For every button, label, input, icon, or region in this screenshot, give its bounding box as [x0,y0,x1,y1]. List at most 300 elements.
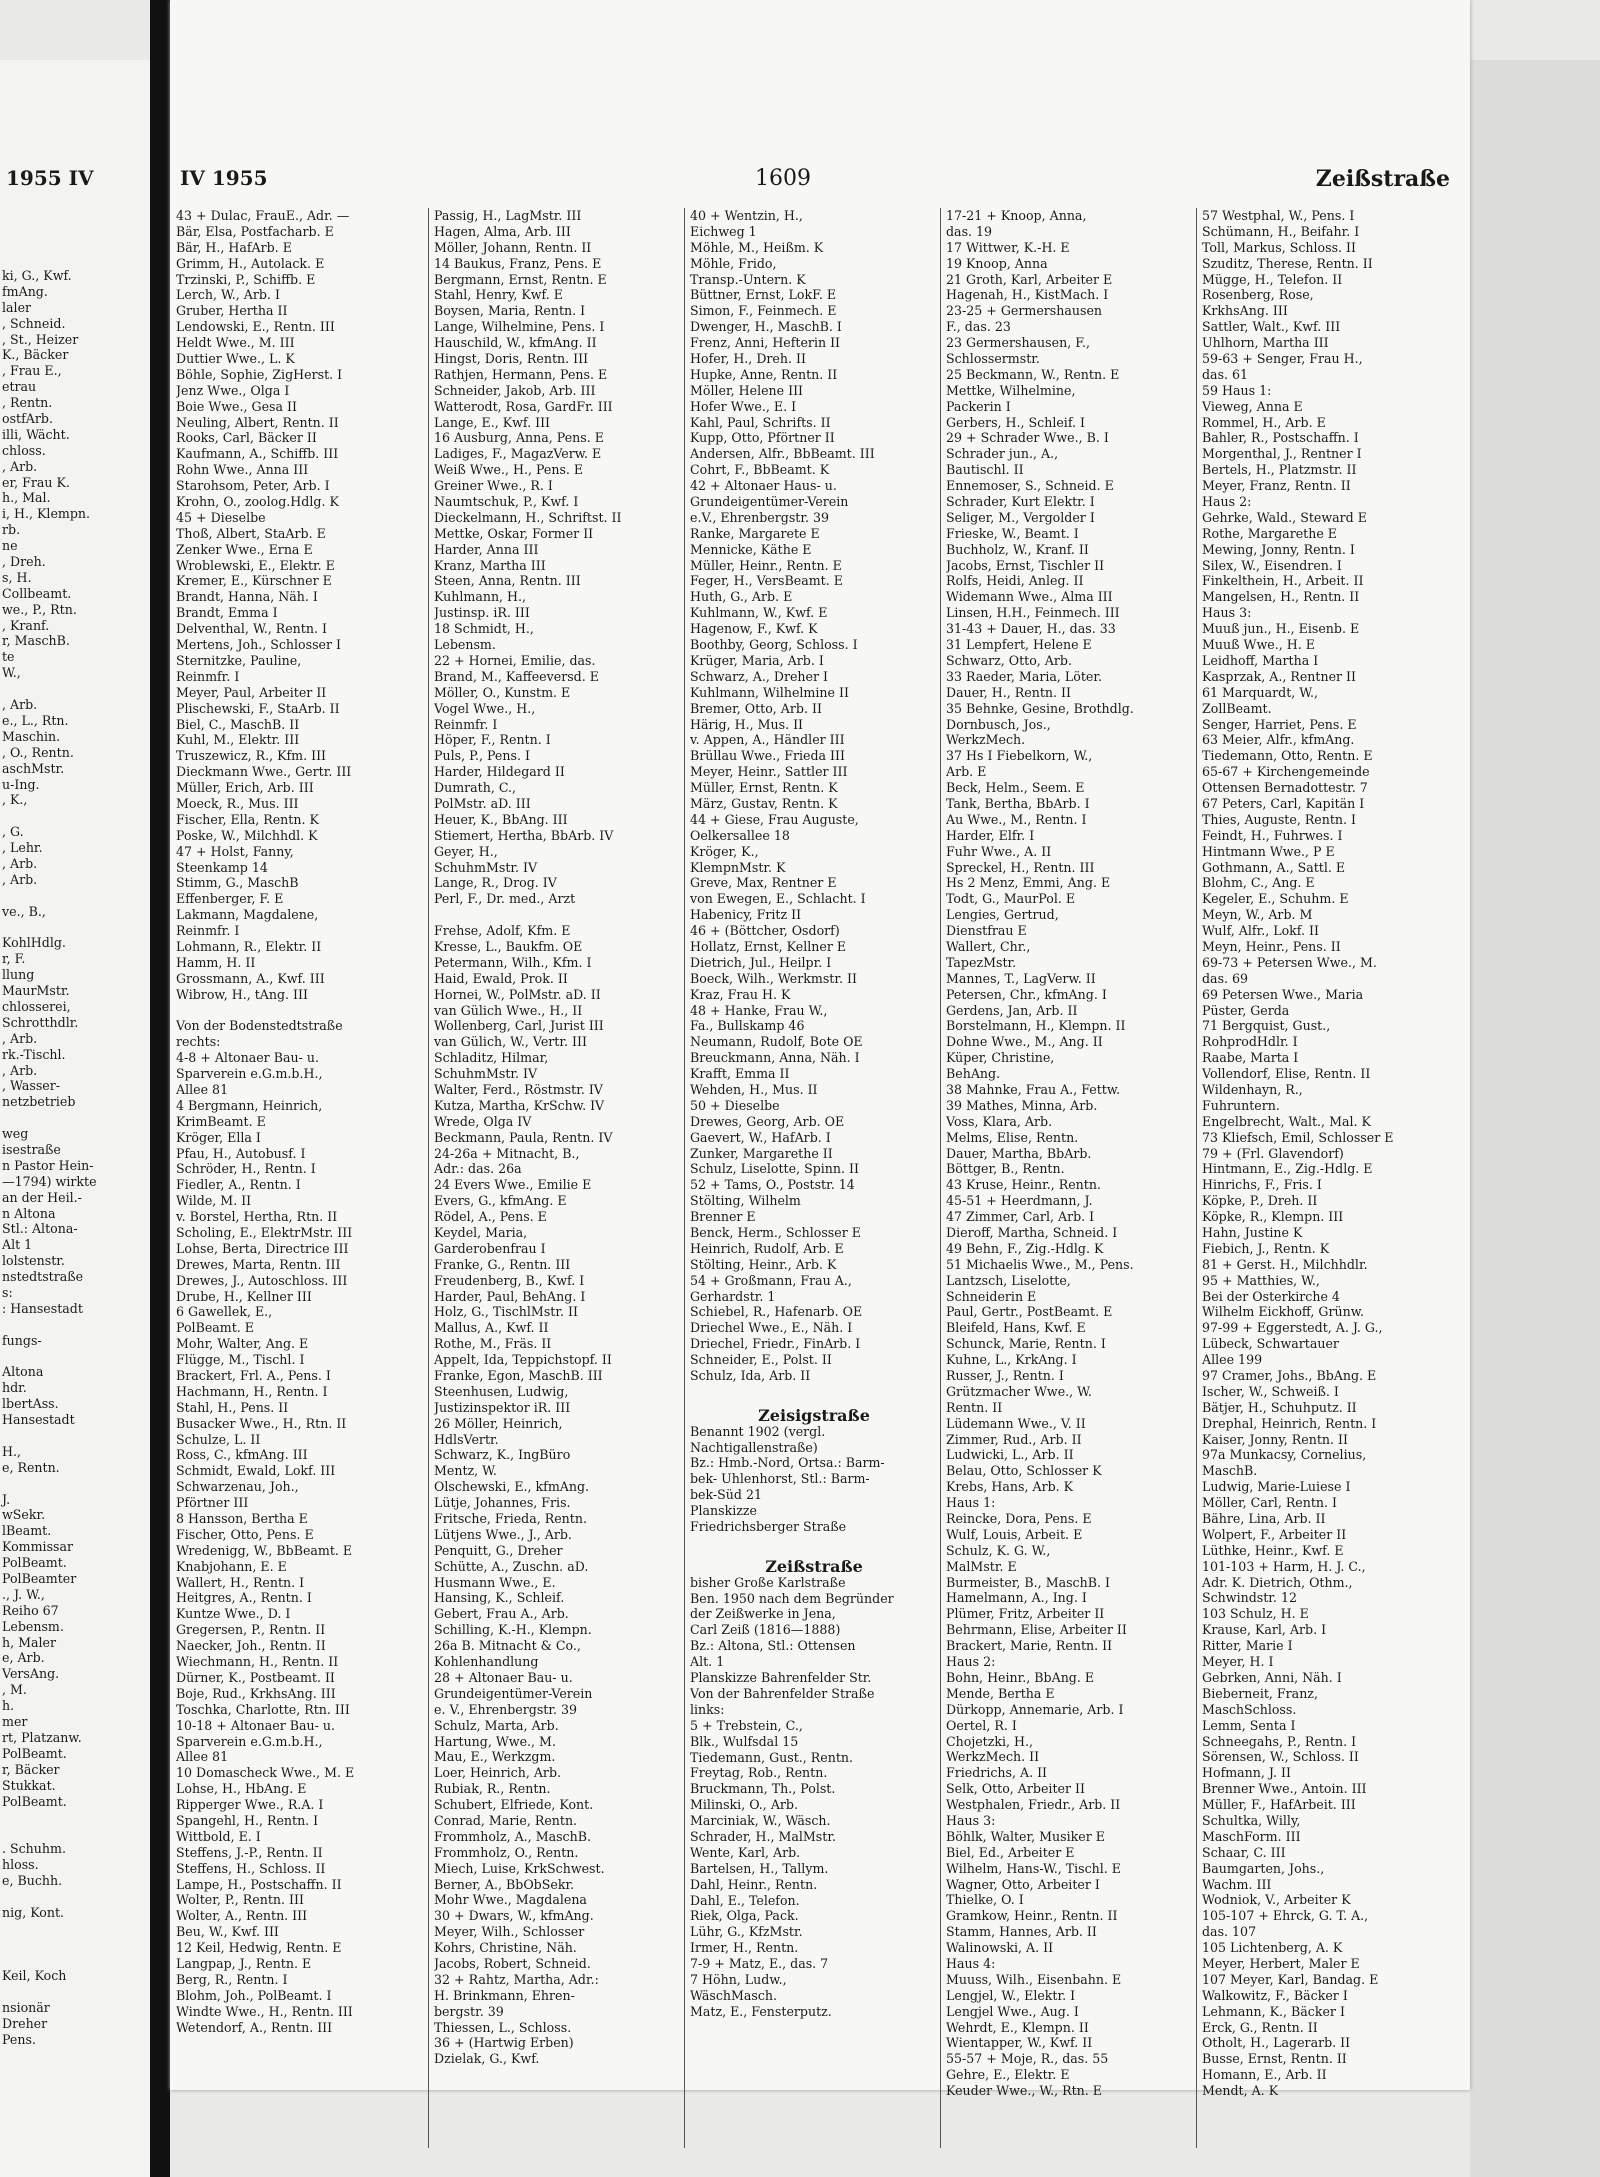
directory-entry: Meyer, Wilh., Schlosser [434,1924,585,1940]
directory-entry: Planskizze [690,1503,757,1519]
directory-entry: Böhle, Sophie, ZigHerst. I [176,366,343,382]
directory-entry: Neuling, Albert, Rentn. II [176,414,339,430]
directory-entry: Pfau, H., Autobusf. I [176,1145,306,1161]
directory-entry: 48 + Hanke, Frau W., [690,1002,828,1018]
directory-entry: Penquitt, G., Dreher [434,1542,563,1558]
previous-page-line [2,920,97,936]
directory-entry: Rubiak, R., Rentn. [434,1781,551,1797]
directory-entry: Appelt, Ida, Teppichstopf. II [434,1352,612,1368]
directory-entry: Toschka, Charlotte, Rtn. III [176,1701,350,1717]
directory-entry: Vogel Wwe., H., [434,700,536,716]
previous-page-line: chloss. [2,442,46,458]
directory-entry: der Zeißwerke in Jena, [690,1606,836,1622]
directory-entry: Schilling, K.-H., Klempn. [434,1622,592,1638]
directory-entry: Franke, G., Rentn. III [434,1256,571,1272]
directory-entry: Dieckmann Wwe., Gertr. III [176,764,352,780]
directory-entry: Wiechmann, H., Rentn. II [176,1654,339,1670]
directory-entry: Watterodt, Rosa, GardFr. III [434,398,613,414]
directory-entry: Benannt 1902 (vergl. [690,1423,826,1439]
previous-page-line [2,1889,97,1905]
directory-entry: BehAng. [946,1066,1001,1082]
directory-entry: Stölting, Heinr., Arb. K [690,1256,837,1272]
directory-entry: Wachm. III [1202,1876,1272,1892]
directory-entry: Friedrichsberger Straße [690,1519,847,1535]
directory-entry: Sternitzke, Pauline, [176,652,302,668]
directory-entry: MalMstr. E [946,1558,1017,1574]
directory-entry: Eichweg 1 [690,223,757,239]
directory-entry: bek-Süd 21 [690,1487,763,1503]
directory-entry: 47 Zimmer, Carl, Arb. I [946,1209,1095,1225]
previous-page-line: lBeamt. [2,1523,52,1539]
previous-page-line: , St., Heizer [2,331,79,347]
directory-entry: links: [690,1701,725,1717]
directory-entry: Miech, Luise, KrkSchwest. [434,1860,605,1876]
previous-page-line: , Frau E., [2,363,62,379]
directory-entry: Kuhlmann, W., Kwf. E [690,605,828,621]
previous-page-line: i, H., Klempn. [2,506,91,522]
directory-entry: Müller, Heinr., Rentn. E [690,557,842,573]
directory-entry: e. V., Ehrenbergstr. 39 [434,1701,578,1717]
directory-entry: bek- Uhlenhorst, Stl.: Barm- [690,1471,870,1487]
directory-entry: Muuß jun., H., Eisenb. E [1202,621,1360,637]
directory-entry: Justinsp. iR. III [434,605,530,621]
directory-entry: 23 Germershausen, F., [946,335,1090,351]
directory-entry: Gerbers, H., Schleif. I [946,414,1086,430]
directory-entry: Wehden, H., Mus. II [690,1081,818,1097]
directory-entry: Lampe, H., Postschaffn. II [176,1876,342,1892]
directory-entry: 67 Peters, Carl, Kapitän I [1202,795,1365,811]
directory-entry: KlempnMstr. K [690,859,786,875]
directory-entry: Jenz Wwe., Olga I [176,382,290,398]
directory-entry: Schümann, H., Beifahr. I [1202,223,1360,239]
directory-entry: 49 Behn, F., Zig.-Hdlg. K [946,1240,1104,1256]
directory-entry: Müller, Ernst, Rentn. K [690,780,838,796]
directory-entry: PolMstr. aD. III [434,795,531,811]
directory-entry: WerkzMech. [946,732,1026,748]
directory-entry: Reincke, Dora, Pens. E [946,1511,1092,1527]
directory-entry: TapezMstr. [946,954,1017,970]
directory-entry: Hintmann Wwe., P E [1202,843,1335,859]
directory-entry: Möller, Johann, Rentn. II [434,239,592,255]
directory-entry: Delventhal, W., Rentn. I [176,621,327,637]
directory-entry: 31-43 + Dauer, H., das. 33 [946,621,1116,637]
directory-entry: 31 Lempfert, Helene E [946,637,1092,653]
directory-entry: Ennemoser, S., Schneid. E [946,478,1114,494]
directory-entry: Haus 2: [946,1654,996,1670]
directory-entry: Lübeck, Schwartauer [1202,1336,1339,1352]
directory-entry: Scholing, E., ElektrMstr. III [176,1225,353,1240]
directory-entry [176,1003,424,1019]
directory-entry: Belau, Otto, Schlosser K [946,1463,1102,1479]
directory-entry: Jacobs, Robert, Schneid. [434,1955,591,1971]
directory-entry: Schulz, Ida, Arb. II [690,1368,811,1384]
directory-entry: Krüger, Maria, Arb. I [690,652,824,668]
directory-entry: Schneider, Jakob, Arb. III [434,382,596,398]
directory-entry: Drube, H., Kellner III [176,1288,312,1304]
directory-entry: Beck, Helm., Seem. E [946,780,1085,796]
directory-entry: Voss, Klara, Arb. [946,1113,1053,1129]
directory-entry: Walter, Ferd., Röstmstr. IV [434,1081,603,1097]
directory-entry: Wolpert, F., Arbeiter II [1202,1526,1347,1542]
directory-entry: Busse, Ernst, Rentn. II [1202,2051,1347,2067]
previous-page-line [2,888,97,904]
directory-entry: Vieweg, Anna E [1202,398,1303,414]
directory-entry: Rohn Wwe., Anna III [176,462,309,478]
directory-entry: Ladiges, F., MagazVerw. E [434,446,602,462]
directory-entry: Spreckel, H., Rentn. III [946,859,1095,875]
directory-entry: Kresse, L., Baukfm. OE [434,938,583,954]
directory-entry: Fuhruntern. [1202,1097,1280,1113]
directory-entry: 5 + Trebstein, C., [690,1717,803,1733]
directory-entry: Grossmann, A., Kwf. III [176,970,325,986]
previous-page-line: —1794) wirkte [2,1173,97,1189]
directory-entry: WerkzMech. II [946,1749,1040,1765]
directory-entry: Lengies, Gertrud, [946,907,1059,923]
directory-entry: Biel, Ed., Arbeiter E [946,1844,1075,1860]
directory-entry: Möller, O., Kunstm. E [434,684,571,700]
directory-entry: Wilhelm, Hans-W., Tischl. E [946,1860,1121,1876]
directory-entry: Kuhne, L., KrkAng. I [946,1352,1077,1368]
directory-entry: Fuhr Wwe., A. II [946,843,1052,859]
directory-entry: Gramkow, Heinr., Rentn. II [946,1908,1118,1924]
directory-entry: Driechel Wwe., E., Näh. I [690,1320,853,1336]
directory-entry: Steenhusen, Ludwig, [434,1383,569,1399]
previous-page-line: Stl.: Altona- [2,1221,78,1237]
directory-entry: 57 Westphal, W., Pens. I [1202,208,1355,223]
previous-page-line: , Arb. [2,1062,38,1078]
previous-page-line: u-Ing. [2,776,40,792]
directory-entry: Lüdemann Wwe., V. II [946,1415,1086,1431]
directory-entry: Fritsche, Frieda, Rentn. [434,1511,587,1527]
directory-entry: 37 Hs I Fiebelkorn, W., [946,748,1093,764]
directory-entry: Passig, H., LagMstr. III [434,208,582,223]
directory-entry: Hansing, K., Schleif. [434,1590,565,1606]
directory-entry: Transp.-Untern. K [690,271,806,287]
directory-entry: 30 + Dwars, W., kfmAng. [434,1908,594,1924]
directory-entry: Dietrich, Jul., Heilpr. I [690,954,832,970]
directory-entry: 19 Knoop, Anna [946,255,1048,271]
directory-entry: Hollatz, Ernst, Kellner E [690,938,847,954]
previous-page-line: illi, Wächt. [2,426,70,442]
directory-entry: 39 Mathes, Minna, Arb. [946,1097,1098,1113]
directory-entry: Linsen, H.H., Feinmech. III [946,605,1120,621]
directory-entry: Weiß Wwe., H., Pens. E [434,462,584,478]
directory-entry: Milinski, O., Arb. [690,1797,798,1813]
directory-entry: Feger, H., VersBeamt. E [690,573,843,589]
directory-entry: Greve, Max, Rentner E [690,875,837,891]
previous-page-line: , Arb. [2,458,38,474]
previous-page-line: nig, Kont. [2,1904,65,1920]
directory-entry: 69 Petersen Wwe., Maria [1202,986,1364,1002]
directory-entry: Lehmann, K., Bäcker I [1202,2003,1345,2019]
directory-entry: 32 + Rahtz, Martha, Adr.: [434,1971,599,1987]
directory-entry: Drewes, Georg, Arb. OE [690,1113,845,1129]
directory-entry: 59-63 + Senger, Frau H., [1202,351,1363,367]
directory-entry: Effenberger, F. E [176,891,284,907]
directory-entry: Brandt, Hanna, Näh. I [176,589,318,605]
directory-entry: Gebert, Frau A., Arb. [434,1606,569,1622]
directory-entry: Krafft, Emma II [690,1066,790,1082]
directory-entry [690,1384,938,1400]
directory-entry: Schladitz, Hilmar, [434,1050,549,1066]
directory-entry: Feindt, H., Fuhrwes. I [1202,827,1343,843]
directory-entry: Finkelthein, H., Arbeit. II [1202,573,1364,589]
directory-page [170,0,1470,2099]
directory-entry: v. Appen, A., Händler III [690,732,845,748]
directory-column-3 [690,208,938,2020]
directory-entry: Brüllau Wwe., Frieda III [690,748,845,764]
directory-entry: Duttier Wwe., L. K [176,351,295,367]
directory-entry: 44 + Giese, Frau Auguste, [690,811,859,827]
directory-entry: Lange, Wilhelmine, Pens. I [434,319,605,335]
directory-entry: Zenker Wwe., Erna E [176,541,313,557]
directory-entry: Wolter, P., Rentn. III [176,1892,304,1908]
directory-entry: 71 Bergquist, Gust., [1202,1018,1331,1034]
directory-entry: RohprodHdlr. I [1202,1034,1298,1050]
previous-page-line: s, H. [2,569,32,585]
directory-entry: Lengjel Wwe., Aug. I [946,2003,1079,2019]
previous-page-line: chlosserei, [2,998,71,1014]
directory-column-2 [434,208,682,2067]
directory-entry: Mügge, H., Telefon. II [1202,271,1343,287]
directory-entry: bisher Große Karlstraße [690,1574,846,1590]
directory-entry: 23-25 + Germershausen [946,303,1103,319]
directory-entry: Lerch, W., Arb. I [176,287,280,303]
directory-entry: Schütte, A., Zuschn. aD. [434,1558,589,1574]
directory-entry: Brackert, Marie, Rentn. II [946,1638,1113,1654]
directory-entry: Breuckmann, Anna, Näh. I [690,1050,860,1066]
directory-entry: SchuhmMstr. IV [434,859,538,875]
previous-page-line: Schrotthdlr. [2,1014,79,1030]
directory-entry: Möhle, Frido, [690,255,777,271]
directory-entry: Bähre, Lina, Arb. II [1202,1511,1326,1527]
directory-entry: Böhlk, Walter, Musiker E [946,1828,1105,1844]
directory-entry: Lendowski, E., Rentn. III [176,319,335,335]
directory-entry: Irmer, H., Rentn. [690,1940,799,1956]
previous-page-line: ., J. W., [2,1586,45,1602]
directory-entry: Boie Wwe., Gesa II [176,398,297,414]
directory-column-1 [176,208,424,2035]
directory-entry: 14 Baukus, Franz, Pens. E [434,255,602,271]
directory-entry: Mangelsen, H., Rentn. II [1202,589,1360,605]
directory-entry: Behrmann, Elise, Arbeiter II [946,1622,1127,1638]
directory-entry: Reinmfr. I [434,716,498,732]
directory-entry: Wibrow, H., tAng. III [176,986,308,1002]
directory-entry: Driechel, Friedr., FinArb. I [690,1336,861,1352]
directory-entry: Wittbold, E. I [176,1828,261,1844]
previous-page-line: fungs- [2,1332,42,1348]
directory-entry: Schulze, L. II [176,1431,261,1447]
previous-page-line [2,1110,97,1126]
directory-entry: 107 Meyer, Karl, Bandag. E [1202,1971,1379,1987]
directory-entry: Windte Wwe., H., Rentn. III [176,2003,353,2019]
directory-entry: MaschForm. III [1202,1828,1301,1844]
directory-entry: Walinowski, A. II [946,1940,1054,1956]
directory-entry: Dwenger, H., MaschB. I [690,319,842,335]
directory-entry: Beu, W., Kwf. III [176,1924,279,1940]
directory-entry: Brand, M., Kaffeeversd. E [434,668,599,684]
previous-page-line: te [2,649,15,665]
directory-entry: Steffens, H., Schloss. II [176,1860,326,1876]
directory-entry: Puls, P., Pens. I [434,748,530,764]
directory-entry: Harder, Hildegard II [434,764,565,780]
directory-entry: Leidhoff, Martha I [1202,652,1319,668]
directory-entry: Stahl, H., Pens. II [176,1399,289,1415]
directory-entry: 42 + Altonaer Haus- u. [690,478,837,494]
directory-entry: Möhle, M., Heißm. K [690,239,824,255]
directory-entry: Lange, R., Drog. IV [434,875,557,891]
directory-entry: von Ewegen, E., Schlacht. I [690,891,866,907]
directory-entry: Stölting, Wilhelm [690,1193,801,1209]
directory-entry: Frehse, Adolf, Kfm. E [434,923,571,939]
directory-entry: Krause, Karl, Arb. I [1202,1622,1327,1638]
directory-entry: Spangehl, H., Rentn. I [176,1812,319,1828]
directory-entry: Schneegahs, P., Rentn. I [1202,1733,1357,1749]
directory-entry: PolBeamt. E [176,1320,254,1336]
directory-entry: Schulz, Liselotte, Spinn. II [690,1161,859,1177]
directory-entry: Plischewski, F., StaArb. II [176,700,340,716]
directory-entry: Hs 2 Menz, Emmi, Ang. E [946,875,1111,891]
directory-entry: 51 Michaelis Wwe., M., Pens. [946,1256,1134,1272]
directory-entry: Dauer, H., Rentn. II [946,684,1071,700]
directory-entry: Plümer, Fritz, Arbeiter II [946,1606,1105,1622]
directory-entry: Garderobenfrau I [434,1240,546,1256]
directory-entry: Meyn, W., Arb. M [1202,907,1313,923]
previous-page-line: J. [2,1491,11,1507]
directory-entry: Allee 199 [1202,1352,1263,1368]
directory-entry: Schneider, E., Polst. II [690,1352,832,1368]
previous-page-line: wSekr. [2,1507,46,1523]
directory-entry: Burmeister, B., MaschB. I [946,1574,1110,1590]
directory-entry: Dumrath, C., [434,780,517,796]
directory-entry: Wulf, Louis, Arbeit. E [946,1526,1083,1542]
directory-entry: Freudenberg, B., Kwf. I [434,1272,585,1288]
directory-entry: Wallert, Chr., [946,938,1031,954]
directory-entry: Rooks, Carl, Bäcker II [176,430,317,446]
directory-entry: Chojetzki, H., [946,1733,1034,1749]
directory-entry: Baumgarten, Johs., [1202,1860,1325,1876]
previous-page-line: aschMstr. [2,760,65,776]
directory-entry: Friedrichs, A. II [946,1765,1048,1781]
previous-page-line [2,681,97,697]
directory-entry [434,907,682,923]
directory-entry: 18 Schmidt, H., [434,621,534,637]
directory-entry: Harder, Paul, BehAng. I [434,1288,586,1304]
directory-entry: MaschSchloss. [1202,1701,1297,1717]
directory-entry: Adr. K. Dietrich, Othm., [1202,1574,1353,1590]
directory-entry: Mewing, Jonny, Rentn. I [1202,541,1355,557]
directory-entry: 105 Lichtenberg, A. K [1202,1940,1343,1956]
directory-entry: Engelbrecht, Walt., Mal. K [1202,1113,1371,1129]
directory-entry: Kegeler, E., Schuhm. E [1202,891,1349,907]
directory-entry: Küper, Christine, [946,1050,1055,1066]
directory-entry: Muuss, Wilh., Eisenbahn. E [946,1971,1122,1987]
previous-page-line: Dreher [2,2015,48,2031]
directory-entry: Stiemert, Hertha, BbArb. IV [434,827,614,843]
directory-entry: Truszewicz, R., Kfm. III [176,748,327,764]
directory-entry: Mohr, Walter, Ang. E [176,1336,309,1352]
directory-entry: Lohse, H., HbAng. E [176,1781,307,1797]
directory-entry: Hofer Wwe., E. I [690,398,797,414]
directory-entry: Bieberneit, Franz, [1202,1685,1318,1701]
previous-page-line: Hansestadt [2,1412,75,1428]
previous-page-line: Maschin. [2,728,61,744]
directory-entry: Wroblewski, E., Elektr. E [176,557,335,573]
previous-page-line: VersAng. [2,1666,60,1682]
directory-entry: Böttger, B., Rentn. [946,1161,1065,1177]
directory-entry: Au Wwe., M., Rentn. I [946,811,1087,827]
directory-entry: Frieske, W., Beamt. I [946,525,1079,541]
previous-page-line: ve., B., [2,903,46,919]
directory-entry: Hachmann, H., Rentn. I [176,1383,328,1399]
directory-entry: 4 Bergmann, Heinrich, [176,1097,323,1113]
directory-entry: 12 Keil, Hedwig, Rentn. E [176,1940,342,1956]
directory-entry: Schmidt, Ewald, Lokf. III [176,1463,336,1479]
directory-entry: 7 Höhn, Ludw., [690,1971,787,1987]
directory-entry: Lemm, Senta I [1202,1717,1296,1733]
previous-page-line: Reiho 67 [2,1602,59,1618]
directory-entry: Muuß Wwe., H. E [1202,637,1315,653]
directory-entry: Selk, Otto, Arbeiter II [946,1781,1085,1797]
directory-entry: 52 + Tams, O., Poststr. 14 [690,1177,855,1193]
directory-entry: Schwarz, A., Dreher I [690,668,828,684]
directory-entry: Neumann, Rudolf, Bote OE [690,1034,863,1050]
previous-page-header: 1955 IV [6,166,94,190]
directory-entry: Marciniak, W., Wäsch. [690,1813,831,1829]
previous-page-line: K., Bäcker [2,347,69,363]
directory-entry: 65-67 + Kirchengemeinde [1202,764,1370,780]
directory-entry: Gerhardstr. 1 [690,1288,776,1304]
directory-entry: Schröder, H., Rentn. I [176,1161,316,1177]
directory-entry: Vollendorf, Elise, Rentn. II [1202,1066,1371,1082]
directory-entry: Grundeigentümer-Verein [690,494,849,510]
directory-entry: Franke, Egon, MaschB. III [434,1368,603,1384]
directory-entry: 24-26a + Mitnacht, B., [434,1145,580,1161]
directory-entry: Dieckelmann, H., Schriftst. II [434,509,622,525]
previous-page-text [2,268,97,2048]
directory-entry: Haus 4: [946,1955,996,1971]
directory-entry: Greiner Wwe., R. I [434,478,553,494]
directory-entry: 97 Cramer, Johs., BbAng. E [1202,1368,1377,1384]
directory-entry: Grimm, H., Autolack. E [176,255,325,271]
previous-page-line: ne [2,538,18,554]
directory-entry: Boysen, Maria, Rentn. I [434,303,586,319]
directory-entry: Heldt Wwe., M. III [176,335,295,351]
previous-page-line: , Schneid. [2,315,66,331]
directory-entry: Bohn, Heinr., BbAng. E [946,1669,1095,1685]
directory-entry: 38 Mahnke, Frau A., Fettw. [946,1081,1121,1097]
directory-entry: Frommholz, O., Rentn. [434,1844,579,1860]
directory-entry: Mallus, A., Kwf. II [434,1320,549,1336]
directory-entry: das. 69 [1202,970,1249,986]
directory-entry: KrkhsAng. III [1202,303,1288,319]
book-gutter [150,0,170,2177]
previous-page-line: , Kranf. [2,617,50,633]
directory-entry: Wulf, Alfr., Lokf. II [1202,923,1319,939]
previous-page-line: . Schuhm. [2,1841,66,1857]
directory-entry: das. 107 [1202,1924,1257,1940]
directory-entry: 8 Hansson, Bertha E [176,1511,308,1527]
directory-entry: Dzielak, G., Kwf. [434,2051,540,2067]
previous-page-line: netzbetrieb [2,1094,76,1110]
directory-entry: Wildenhayn, R., [1202,1081,1303,1097]
directory-entry: Nachtigallenstraße) [690,1439,818,1455]
directory-entry: 16 Ausburg, Anna, Pens. E [434,430,604,446]
directory-entry: Kuhlmann, H., [434,589,527,605]
directory-entry: Köpke, P., Dreh. II [1202,1193,1318,1209]
directory-entry: Mendt, A. K [1202,2083,1279,2099]
directory-entry: Tiedemann, Gust., Rentn. [690,1749,853,1765]
